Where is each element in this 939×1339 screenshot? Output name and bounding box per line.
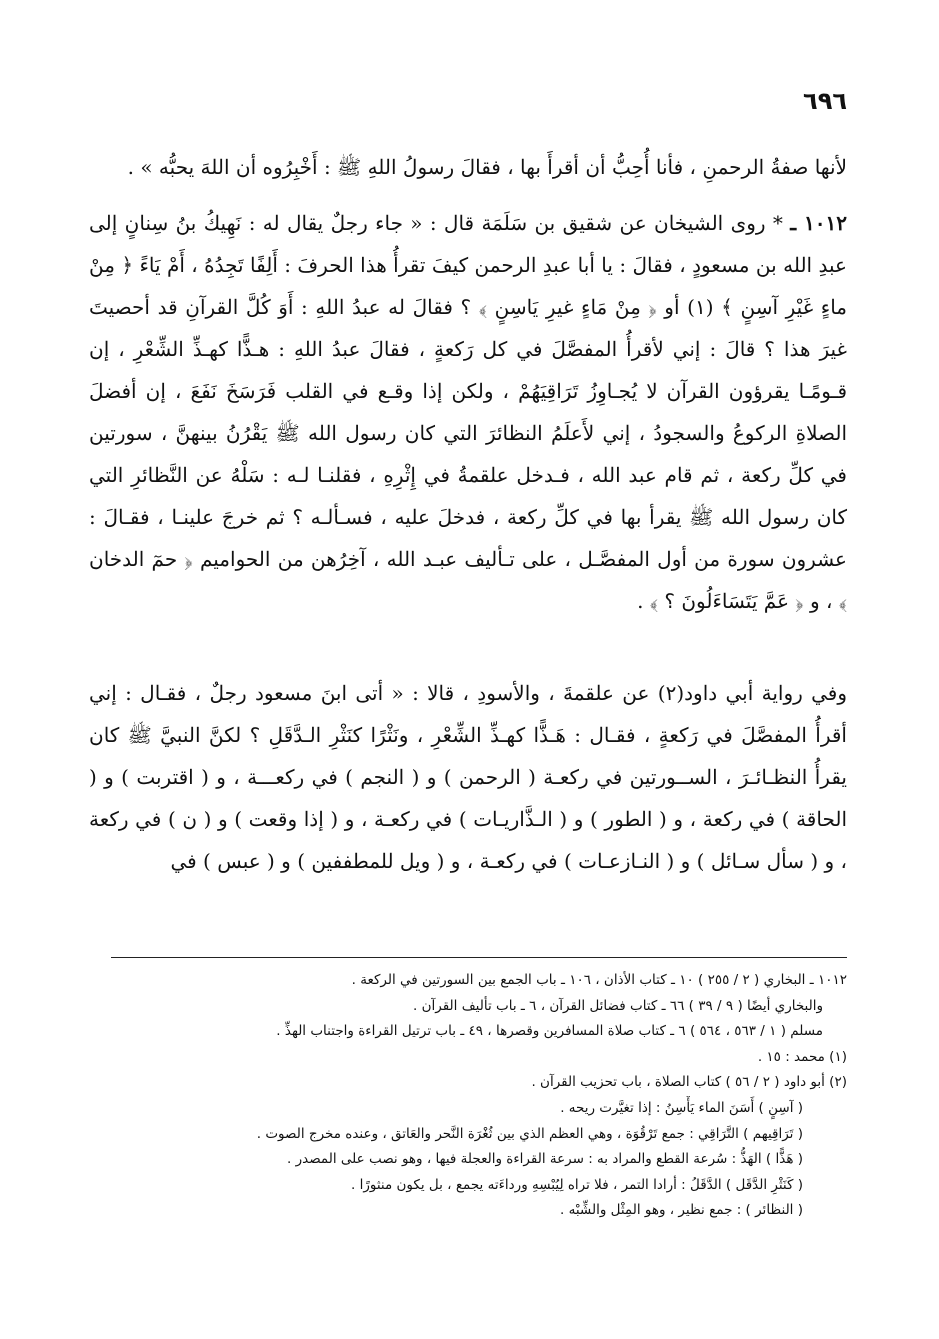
gloss-taraqi: ( تَرَاقِيهم ) التَّرَاقِي : جمع تَرْقُوَة ، وهي العظم الذي بين ثُغْرَة النَّحر والعَاتق ، وعنده مخرج الصوت . [256,1125,803,1142]
footnotes [89,968,847,1224]
footnote-2: (٢) أبو داود ( ٢ / ٥٦ ) كتاب الصلاة ، باب تحزيب القرآن . [531,1074,847,1091]
hadith-paragraph [89,202,847,672]
gloss-daqal: ( كَنَثْرِ الدَّقَل ) الدَّقَلُ : أرادا التمر ، فلا تراه لِيُبْسِهِ ورداءَته يجمع ، بل يكون منثورًا . [351,1176,803,1193]
gloss-nazair: ( النظائر ) : جمع نظير ، وهو المِثْل والشِّبْه . [560,1202,803,1219]
footnote-divider [111,957,847,958]
paragraph-continuation: لأنها صفةُ الرحمنِ ، فأنا أُحِبُّ أن أقرأَ بها ، فقالَ رسولُ اللهِ ﷺ : أَخْبِرُوه أن اللهَ يحبُّه » . [127,155,847,179]
footnote-source-bukhari-2: والبخاري أيضًا ( ٩ / ٣٩ ) ٦٦ ـ كتاب فضائل القرآن ، ٦ ـ باب تأليف القرآن . [413,997,823,1014]
abu-dawud-paragraph: وفي رواية أبي داود(٢) عن علقمةَ ، والأسودِ ، قالا : « أتى ابنَ مسعود رجلٌ ، فقـال : إني أقرأُ المفصَّلَ في رَكعةٍ ، فقـال : هَـذًّا كهـذِّ الشِّعْرِ ، ونَثْرًا كنَثْرِ الـدَّقَلِ ؟ لكنَّ النبيَّ ﷺ كان يقرأُ النظـائـرَ ، الســورتين في ركعـة ( الرحمن ) و ( النجم ) في ركعـــة ، و ( اقتربت ) و ( الحاقة ) في ركعة ، و ( الطور ) و ( الـذَّاريـات ) في ركعـة ، و ( إذا وقعت ) و ( ن ) في ركعة ، و ( سأل سـائل ) و ( النـازعـات ) في ركعـة ، و ( ويل للمطففين ) و ( عبس ) في [89,681,847,873]
hadith-number: ١٠١٢ ـ [790,211,847,235]
footnote-source-bukhari: ١٠١٢ ـ البخاري ( ٢ / ٢٥٥ ) ١٠ ـ كتاب الأذان ، ١٠٦ ـ باب الجمع بين السورتين في الركعة . [351,972,847,988]
footnote-1: (١) محمد : ١٥ . [757,1048,847,1065]
hadith-text: * روى الشيخان عن شقيق بن سَلَمَة قال : « جاء رجلٌ يقال له : نَهِيكُ بنُ سِنانٍ إلى عبدِ الله بن مسعودٍ ، فقالَ : يا أبا عبدِ الرحمن كيفَ تقرأُ هذا الحرفَ : أَلِفًا تَجِدُهُ ، أَمْ يَاءً ﴿ مِنْ ماءٍ غَيْرِ آسِنٍ ﴾ (١) أو ﴿ مِنْ مَاءٍ غيرِ يَاسِنٍ ﴾ ؟ فقالَ له عبدُ اللهِ : أَوَ كُلَّ القرآنِ قد أحصيتَ غيرَ هذا ؟ قالَ : إني لأقرأُ المفصَّلَ في كل رَكعةٍ ، فقالَ عبدُ اللهِ : هـذًّا كهـذِّ الشِّعْرِ ، إن قـومًـا يقرؤون القرآن لا يُجـاوِزُ تَرَاقِيَهُمْ ، ولكن إذا وقـع في القلب فَرَسَخَ نَفَعَ ، إن أفضلَ الصلاةِ الركوعُ والسجودُ ، إني لأَعلَمُ النظائرَ التي كان رسول الله ﷺ يَقْرُنُ بينهنَّ ، سورتين في كلِّ ركعة ، ثم قام عبد الله ، فـدخل علقمةُ في إِثْرِهِ ، فقلنـا لـه : سَلْهُ عن النَّظائرِ التي كان رسول الله ﷺ يقرأ بها في كلِّ ركعة ، فدخلَ عليه ، فسـألـه ؟ ثم خرجَ علينـا ، فقـالَ : عشرون سورة من أول المفصَّـل ، على تـأليف عبـد الله ، آخِرُهن من الحواميم ﴿ حمٓ الدخان ﴾ ، و ﴿ عَمَّ يَتَسَاءَلُونَ ؟ ﴾ . [89,211,848,613]
gloss-asin: ( آسِنٍ ) أَسَنَ الماء يَأْسِنُ : إذا تغيَّرت ريحه . [560,1099,803,1116]
page-number: ٦٩٦ [803,87,847,115]
main-text [89,146,847,882]
gloss-hadhdh: ( هَذًّا ) الهَذُّ : سُرعة القطع والمراد به : سرعة القراءة والعجلة فيها ، وهو نصب على المصدر . [287,1151,803,1168]
footnote-source-muslim: مسلم ( ١ / ٥٦٣ ، ٥٦٤ ) ٦ ـ كتاب صلاة المسافرين وقصرها ، ٤٩ ـ باب ترتيل القراءة واجتناب الهذِّ . [276,1023,823,1040]
